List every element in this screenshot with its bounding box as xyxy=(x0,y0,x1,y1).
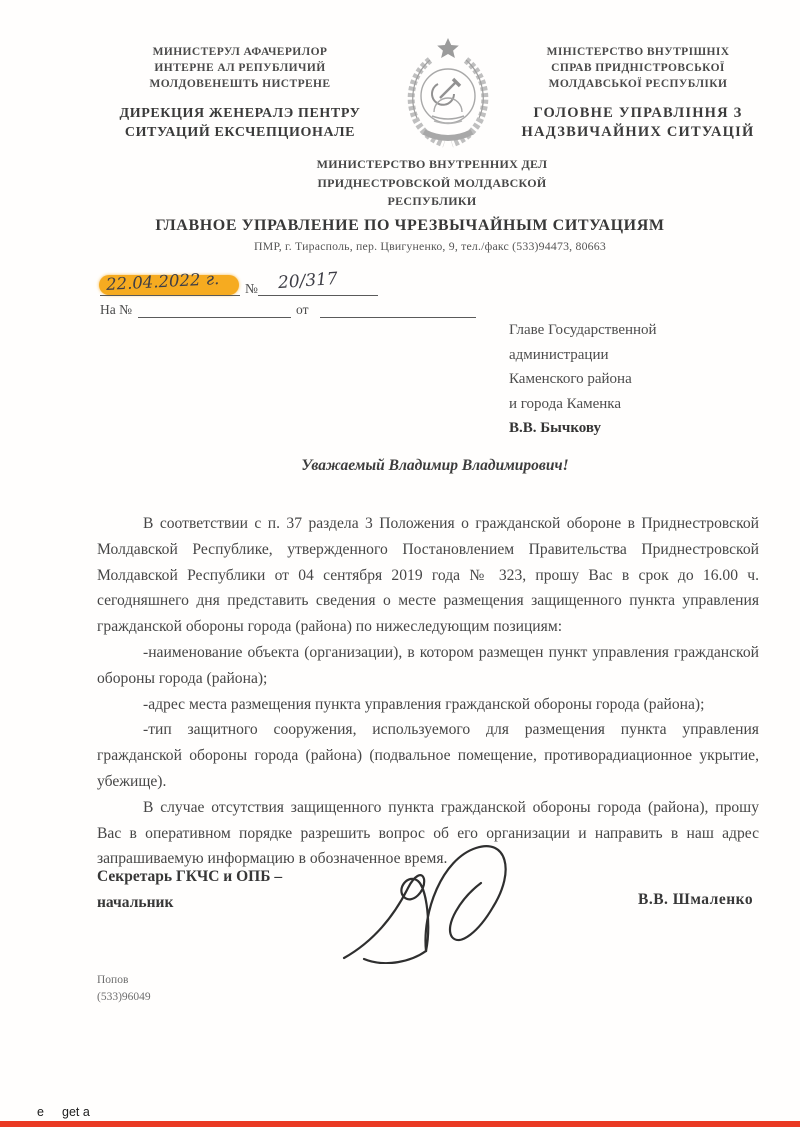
page-fragment-left: e xyxy=(37,1105,44,1119)
org-right-line: МІНІСТЕРСТВО ВНУТРІШНІХ xyxy=(546,46,730,58)
body-paragraph: В соответствии с п. 37 раздела 3 Положения о гражданской обороне в Приднестровской Молдавской Республике, утвержденного Постановлением Правительства Приднестровской Молдавской Республики от 04 сентября 2019 года № 323, прошу Вас в срок до 16.00 ч. сегодняшнего дня представить сведения о месте размещения защищенного пункта управления гражданской обороны города (района) по нижеследующим позициям: xyxy=(97,515,759,636)
handwritten-signature xyxy=(330,842,560,964)
signatory-title-line: Секретарь ГКЧС и ОПБ – xyxy=(97,868,283,885)
letterhead-left-dept xyxy=(78,104,402,142)
recipient-line: и города Каменка xyxy=(509,395,622,412)
dept-left-line: СИТУАЦИЙ ЕКСЧЕПЦИОНАЛЕ xyxy=(124,125,356,140)
handwritten-number: 20/317 xyxy=(277,268,339,294)
number-underline xyxy=(258,295,378,296)
address-line: ПМР, г. Тирасполь, пер. Цвигуненко, 9, тел./факс (533)94473, 80663 xyxy=(254,239,606,253)
pmr-coat-of-arms-icon xyxy=(396,32,500,150)
recipient-name: В.В. Бычкову xyxy=(509,420,602,436)
recipient-line: администрации xyxy=(509,346,609,363)
reply-from-label: от xyxy=(296,302,309,317)
org-right-line: СПРАВ ПРИДНІСТРОВСЬКОЇ xyxy=(551,62,725,74)
recipient-line: Главе Государственной xyxy=(509,322,657,338)
org-left-line: МОЛДОВЕНЕШТЬ НИСТРЕНЕ xyxy=(149,78,331,90)
executor-contact xyxy=(97,972,151,1006)
letterhead-right-org xyxy=(490,44,786,92)
letterhead-right-dept xyxy=(486,104,790,142)
org-right-line: МОЛДАВСЬКОЇ РЕСПУБЛІКИ xyxy=(548,78,728,90)
executor-name: Попов xyxy=(97,974,129,986)
signatory-title-line: начальник xyxy=(97,894,174,911)
body-paragraph: В случае отсутствия защищенного пункта гражданской обороны города (района), прошу Вас в оперативном порядке разрешить вопрос об его организации и направить в наш адрес запрашиваемую информацию в обозначенное время. xyxy=(97,798,759,868)
recipient-block xyxy=(509,318,759,441)
signatory-title xyxy=(97,864,357,916)
dept-right-line: ГОЛОВНЕ УПРАВЛІННЯ З xyxy=(533,105,743,121)
letterhead-center-org xyxy=(248,155,616,211)
body-list-item: -тип защитного сооружения, используемого для размещения пункта управления гражданской обороны города (района) (подвальное помещение, противорадиационное укрытие, убежище). xyxy=(97,721,759,790)
body-list-item: -адрес места размещения пункта управления гражданской обороны города (района); xyxy=(143,695,705,713)
letter-body xyxy=(97,511,759,872)
reply-number-underline xyxy=(138,317,291,318)
number-label: № xyxy=(245,281,258,296)
bottom-red-bar xyxy=(0,1121,800,1127)
signatory-name: В.В. Шмаленко xyxy=(638,891,754,908)
handwritten-date: 22.04.2022 г. xyxy=(105,269,220,294)
org-left-line: МИНИСТЕРУЛ АФАЧЕРИЛОР xyxy=(152,46,328,58)
salutation: Уважаемый Владимир Владимирович! xyxy=(301,457,569,474)
recipient-line: Каменского района xyxy=(509,371,632,387)
reply-label: На № xyxy=(100,302,132,317)
page-fragment-right: get a xyxy=(62,1105,90,1119)
center-org-line: МИНИСТЕРСТВО ВНУТРЕННИХ ДЕЛ xyxy=(316,157,548,171)
body-list-item: -наименование объекта (организации), в котором размещен пункт управления гражданской обороны города (района); xyxy=(97,643,759,687)
executor-phone: (533)96049 xyxy=(97,991,151,1003)
dept-left-line: ДИРЕКЦИЯ ЖЕНЕРАЛЭ ПЕНТРУ xyxy=(119,106,361,121)
reply-from-underline xyxy=(320,317,476,318)
dept-right-line: НАДЗВИЧАЙНИХ СИТУАЦІЙ xyxy=(521,124,755,140)
date-underline xyxy=(100,295,240,296)
main-title: ГЛАВНОЕ УПРАВЛЕНИЕ ПО ЧРЕЗВЫЧАЙНЫМ СИТУАЦИЯМ xyxy=(155,217,665,234)
letterhead-left-org xyxy=(88,44,392,92)
center-org-line: ПРИДНЕСТРОВСКОЙ МОЛДАВСКОЙ xyxy=(317,175,547,190)
org-left-line: ИНТЕРНЕ АЛ РЕПУБЛИЧИЙ xyxy=(154,62,326,74)
center-org-line: РЕСПУБЛИКИ xyxy=(387,194,477,208)
